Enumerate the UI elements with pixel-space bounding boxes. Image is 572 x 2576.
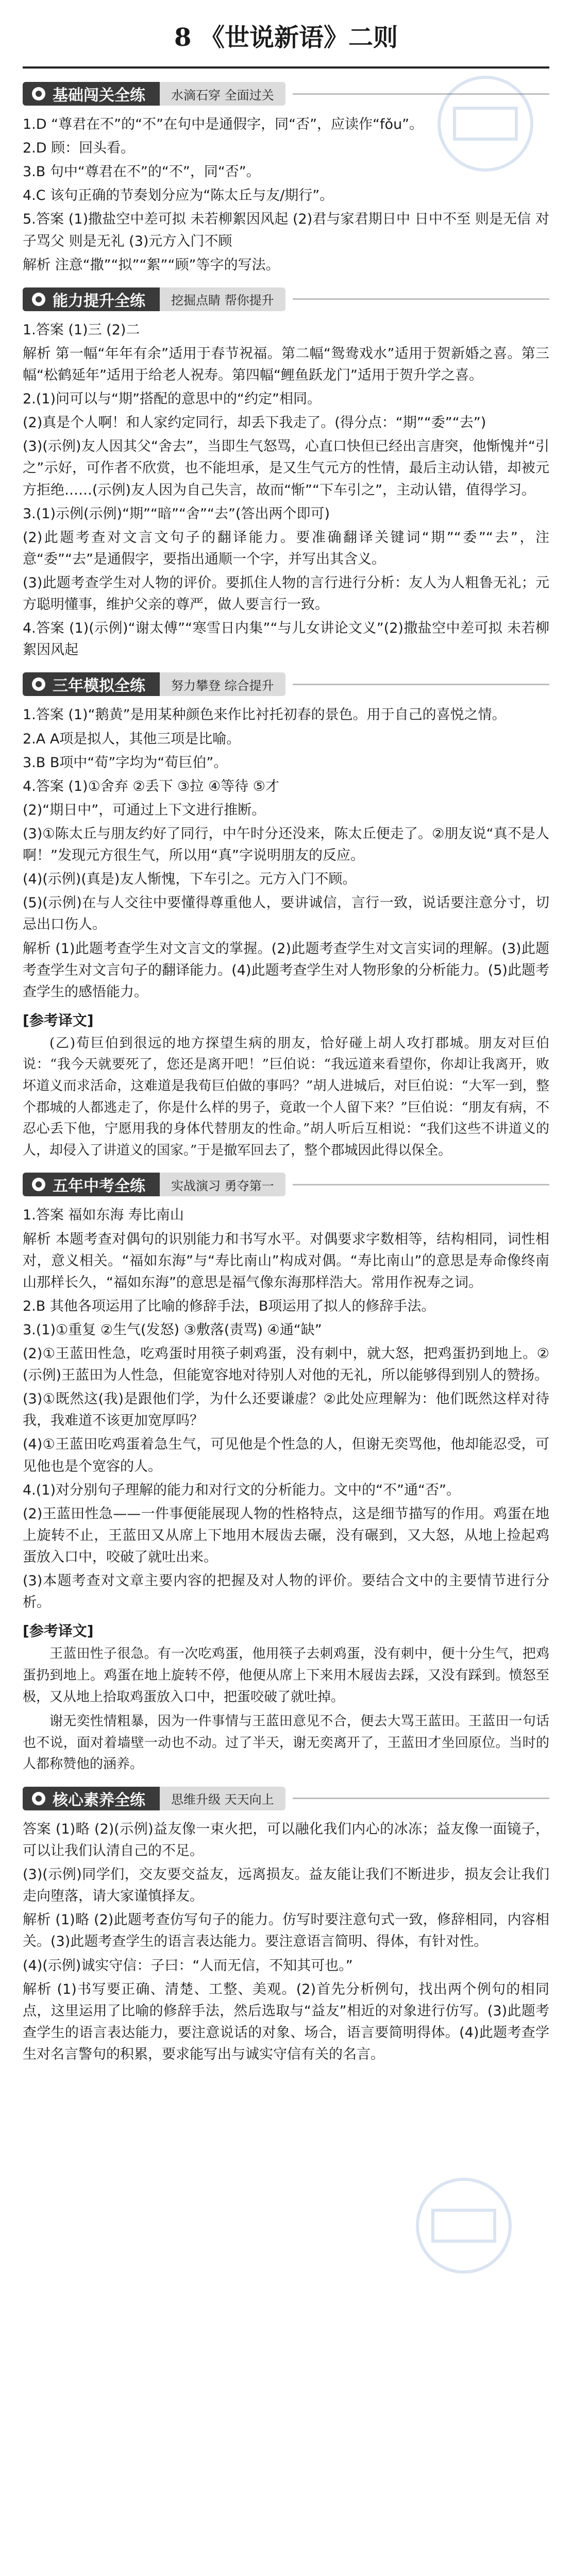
answer-line: 2.(1)问可以与“期”搭配的意思中的“约定”相同。 [23, 391, 321, 408]
answer-line: 3.(1)①重复 ②生气(发怒) ③敷落(责骂) ④通“缺” [23, 1321, 322, 1338]
answer-line: (3)本题考查对文章主要内容的把握及对人物的评价。要结合文中的主要情节进行分析。 [23, 1573, 549, 1611]
section-header [23, 1787, 549, 1810]
translation-heading: [参考译文] [23, 1011, 94, 1029]
section-header [23, 1173, 549, 1196]
section-dot-icon [32, 293, 45, 306]
divider [293, 1184, 549, 1185]
answer-line: 1.答案 (1)“鹅黄”是用某种颜色来作比衬托初春的景色。用于自己的喜悦之情。 [23, 707, 506, 723]
answer-line: 1.D “尊君在不”的“不”在句中是通假字，同“否”，应读作“fǒu”。 [23, 116, 424, 132]
section-ability [23, 287, 549, 662]
answer-line: (2)真是个人啊！和人家约定同行，却丢下我走了。(得分点：“期”“委”“去”) [23, 415, 486, 431]
answer-line: 3.B 句中“尊君在不”的“不”，同“否”。 [23, 164, 260, 180]
section-badge-label: 五年中考全练 [53, 1177, 145, 1196]
section-badge [23, 287, 160, 311]
divider [293, 1798, 549, 1799]
answer-line: 5.答案 (1)撒盐空中差可拟 未若柳絮因风起 (2)君与家君期日中 日中不至 则是无信 对子骂父 则是无礼 (3)元方入门不顾 [23, 211, 549, 249]
section-badge [23, 1787, 160, 1810]
answer-line: 解析 本题考查对偶句的识别能力和书写水平。对偶要求字数相等，结构相同，词性相对，意义相关。“福如东海”与“寿比南山”构成对偶。“寿比南山”的意思是寿命像终南山那样长久，“福如东海”的意思是福气像东海那样浩大。常用作祝寿之词。 [23, 1231, 549, 1291]
section-dot-icon [32, 1792, 45, 1805]
section-three-year [23, 672, 549, 1161]
answer-line: 解析 (1)略 (2)此题考查仿写句子的能力。仿写时要注意句式一致，修辞相同，内容相关。(3)此题考查学生的语言表达能力。要注意语言简明、得体，有针对性。 [23, 1912, 549, 1950]
section-five-year [23, 1173, 549, 1775]
answer-line: 4.答案 (1)(示例)“谢太傅”“寒雪日内集”“与儿女讲论文义”(2)撒盐空中差可拟 未若柳絮因风起 [23, 620, 549, 658]
section-subtitle: 水滴石穿 全面过关 [160, 82, 285, 106]
answer-line: 3.(1)示例(示例)“期”“暗”“舍”“去”(答出两个即可) [23, 505, 330, 522]
answer-line: 解析 (1)此题考查学生对文言文的掌握。(2)此题考查学生对文言实词的理解。(3)此题考查学生对文言句子的翻译能力。(4)此题考查学生对人物形象的分析能力。(5)此题考查学生的感悟能力。 [23, 940, 549, 1000]
answer-line: 1.答案 (1)三 (2)二 [23, 321, 140, 338]
answer-line: 4.答案 (1)①舍弃 ②丢下 ③拉 ④等待 ⑤才 [23, 778, 279, 794]
section-badge-label: 核心素养全练 [53, 1791, 145, 1809]
translation-heading: [参考译文] [23, 1622, 94, 1640]
watermark-icon [402, 2174, 526, 2277]
section-subtitle: 努力攀登 综合提升 [160, 672, 285, 696]
watermark-icon [424, 72, 547, 175]
answer-line: 2.A A项是拟人，其他三项是比喻。 [23, 731, 241, 747]
section-core-literacy [23, 1787, 549, 2065]
answer-line: (2)①王蓝田性急，吃鸡蛋时用筷子刺鸡蛋，没有刺中，就大怒，把鸡蛋扔到地上。②(示例)王蓝田为人性急，但能宽容地对待别人对他的无礼，所以能够得到别人的赞扬。 [23, 1346, 549, 1384]
section-dot-icon [32, 87, 45, 100]
page-title: 8 《世说新语》二则 [23, 12, 549, 69]
section-subtitle: 思维升级 天天向上 [160, 1787, 285, 1810]
section-dot-icon [32, 1178, 45, 1191]
section-header [23, 672, 549, 696]
translation-text: 谢无奕性情粗暴，因为一件事情与王蓝田意见不合，便去大骂王蓝田。王蓝田一句话也不说，面对着墙壁一动也不动。过了半天，谢无奕离开了，王蓝田才坐回原位。当时的人都称赞他的涵养。 [23, 1714, 549, 1772]
answer-line: (3)(示例)同学们，交友要交益友，远离损友。益友能让我们不断进步，损友会让我们走向堕落，请大家谨慎择友。 [23, 1867, 549, 1905]
answer-line: (4)(示例)(真是)友人惭愧，下车引之。元方入门不顾。 [23, 871, 357, 888]
answer-line: 1.答案 福如东海 寿比南山 [23, 1207, 184, 1224]
divider [293, 298, 549, 300]
section-badge [23, 672, 160, 696]
section-subtitle: 实战演习 勇夺第一 [160, 1173, 285, 1196]
answer-line: (2)“期日中”，可通过上下文进行推断。 [23, 802, 266, 818]
section-badge-label: 基础闯关全练 [53, 87, 145, 105]
answer-line: 解析 第一幅“年年有余”适用于春节祝福。第二幅“鸳鸯戏水”适用于贺新婚之喜。第三幅“松鹤延年”适用于给老人祝寿。第四幅“鲤鱼跃龙门”适用于贺升学之喜。 [23, 345, 549, 383]
answer-line: 2.D 顾：回头看。 [23, 140, 135, 157]
section-header [23, 287, 549, 311]
section-subtitle: 挖掘点睛 帮你提升 [160, 287, 285, 311]
answer-line: (2)此题考查对文言文句子的翻译能力。要准确翻译关键词“期”“委”“去”，注意“委”“去”是通假字，要指出通顺一个字，并写出其含义。 [23, 529, 549, 567]
section-badge-label: 能力提升全练 [53, 292, 145, 310]
answer-line: 答案 (1)略 (2)(示例)益友像一束火把，可以融化我们内心的冰冻；益友像一面镜子，可以让我们认清自己的不足。 [23, 1821, 549, 1859]
divider [293, 684, 549, 685]
translation-text: (乙)荀巨伯到很远的地方探望生病的朋友，恰好碰上胡人攻打郡城。朋友对巨伯说：“我今天就要死了，您还是离开吧！”巨伯说：“我远道来看望你，你却让我离开，败坏道义而求活命，这难道是我荀巨伯做的事吗？”胡人进城后，对巨伯说：“大军一到，整个郡城的人都逃走了，你是什么样的男子，竟敢一个人留下来？”巨伯说：“朋友有病，不忍心丢下他，宁愿用我的身体代替朋友的性命。”胡人听后互相说：“我们这些不讲道义的人，却侵入了讲道义的国家。”于是撤军回去了，整个郡城因此得以保全。 [23, 1035, 549, 1158]
answer-line: (2)王蓝田性急——一件事便能展现人物的性格特点，这是细节描写的作用。鸡蛋在地上旋转不止，王蓝田又从席上下地用木屐齿去碾，没有碾到，又大怒，从地上捡起鸡蛋放入口中，咬破了就吐出来。 [23, 1505, 549, 1566]
answer-line: 解析 注意“撒”“拟”“絮”“顾”等字的写法。 [23, 257, 280, 273]
translation-text: 王蓝田性子很急。有一次吃鸡蛋，他用筷子去刺鸡蛋，没有刺中，便十分生气，把鸡蛋扔到地上。鸡蛋在地上旋转不停，他便从席上下来用木屐齿去踩，又没有踩到。愤怒至极，又从地上拾取鸡蛋放入口中，把蛋咬破了就吐掉。 [23, 1646, 549, 1705]
answer-line: 4.(1)对分别句子理解的能力和对行文的分析能力。文中的“不”通“否”。 [23, 1482, 460, 1498]
answer-line: (4)(示例)诚实守信：子曰：“人而无信，不知其可也。” [23, 1957, 353, 1974]
answer-line: 解析 (1)书写要正确、清楚、工整、美观。(2)首先分析例句，找出两个例句的相同点，这里运用了比喻的修辞手法，然后选取与“益友”相近的对象进行仿写。(3)此题考查学生的语言表达能力，要注意说话的对象、场合，语言要简明得体。(4)此题考查学生对名言警句的积累，要求能写出与诚实守信有关的名言。 [23, 1981, 549, 2063]
answer-line: (3)(示例)友人因其父“舍去”，当即生气怒骂，心直口快但已经出言唐突，他惭愧并“引之”示好，可作者不欣赏，也不能坦承，是又生气元方的性情，最后主动认错，却被元方拒绝……(示例)友人因为自己失言，故而“惭”“下车引之”，主动认错，值得学习。 [23, 438, 549, 498]
answer-line: (3)此题考查学生对人物的评价。要抓住人物的言行进行分析：友人为人粗鲁无礼；元方聪明懂事，维护父亲的尊严，做人要言行一致。 [23, 574, 549, 613]
section-dot-icon [32, 677, 45, 691]
answer-line: (3)①陈太丘与朋友约好了同行，中午时分还没来，陈太丘便走了。②朋友说“真不是人啊！”发现元方很生气，所以用“真”字说明朋友的反应。 [23, 825, 549, 864]
answer-line: 2.B 其他各项运用了比喻的修辞手法，B项运用了拟人的修辞手法。 [23, 1298, 435, 1314]
answer-line: (5)(示例)在与人交往中要懂得尊重他人，要讲诚信，言行一致，说话要注意分寸，切忌出口伤人。 [23, 895, 549, 933]
answer-line: 3.B B项中“荀”字均为“荀巨伯”。 [23, 754, 228, 771]
answer-line: 4.C 该句正确的节奏划分应为“陈太丘与友/期行”。 [23, 188, 334, 204]
section-badge [23, 1173, 160, 1196]
section-badge-label: 三年模拟全练 [53, 677, 145, 696]
answer-line: (3)①既然这(我)是跟他们学，为什么还要谦虚？②此处应理解为：他们既然这样对待我，我难道不该更加宽厚吗？ [23, 1391, 549, 1429]
answer-line: (4)①王蓝田吃鸡蛋着急生气，可见他是个性急的人，但谢无奕骂他，他却能忍受，可见他也是个宽容的人。 [23, 1436, 549, 1475]
section-badge [23, 82, 160, 106]
